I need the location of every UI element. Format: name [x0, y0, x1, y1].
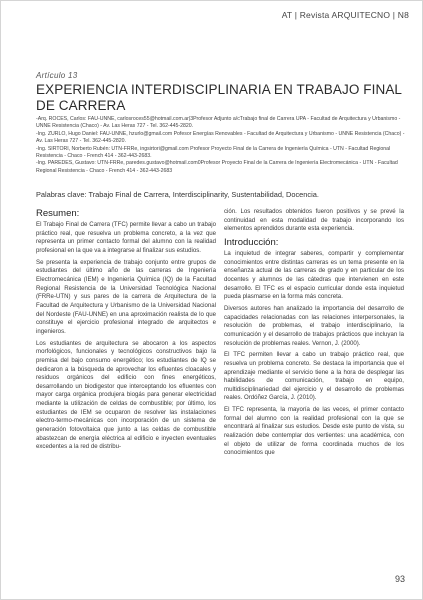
abstract-continuation: ción. Los resultados obtenidos fueron positivos y se prevé la continuidad en esta modalidad de trabajo incorporando los elementos aprendidos durante esta experiencia. — [224, 208, 404, 233]
running-head — [282, 10, 409, 20]
introduction-paragraph: Diversos autores han analizado la importancia del desarrollo de capacidades relacionadas con las relaciones interpersonales, la resolución de problemas, el trabajo interdisciplinario, la comunicación y el desarrollo de trabajos prácticos que incluyan la resolución de problemas reales. Vernon, J. (2000). — [224, 304, 404, 347]
introduction-heading: Introducción: — [224, 236, 279, 248]
abstract-heading: Resumen: — [36, 208, 80, 219]
author-entry: -Arq. ROCES, Carlos: FAU-UNNE, carlosroces55@hotmail.com.ar|3Profesor Adjunto a/cTrabajo final de Carrera UPA - Facultad de Arquitectura y Urbanismo - UNNE Resistencia (Chaco) - Av. Las Heras 727 - Tel. 362-445-2820. — [36, 116, 401, 130]
keywords: Palabras clave: Trabajo Final de Carrera, Interdisciplinarity, Sustentabilidad, Docencia. — [36, 190, 319, 199]
left-column — [36, 208, 216, 455]
abstract-paragraph: Los estudiantes de arquitectura se abocaron a los aspectos morfológicos, funcionales y tecnológicos constructivos bajo la premisa del bajo consumo energético; los estudiantes de IQ se dedicaron a la búsqueda de aprovechar los efluentes cloacales y residuos orgánicos del edificio con fines energéticos, desarrollando un biodigestor que interceptando los efluentes con mayor carga orgánica produjera biogás para generar electricidad mediante la utilización de celdas de combustible; por último, los estudiantes de IEM se ocuparon de resolver las instalaciones electro-termo-mecánicas con incorporación de un sistema de generación fotovoltaica que junto a las celdas de combustible abastezcan de energía eléctrica al edificio e inyecten eventuales excedentes a la red de distribu- — [36, 339, 216, 451]
right-column — [224, 208, 404, 461]
introduction-paragraph: El TFC representa, la mayoría de las veces, el primer contacto formal del alumno con la realidad profesional con la que se encontrará al finalizar sus estudios. Desde este punto de vista, su realización debe contemplar dos vertientes: una académica, con el objeto de utilizar de forma coordinada muchos de los conocimientos que — [224, 406, 404, 457]
article-label: Artículo 13 — [36, 71, 78, 80]
introduction-paragraph: La inquietud de integrar saberes, compartir y complementar conocimientos entre distintas carreras es un tema presente en la enseñanza actual de las carreras de grado y en particular de los docentes y alumnos de las cátedras que intervienen en este desarrollo. El TFC es el espacio curricular donde esta inquietud pueda plasmarse en la forma más concreta. — [224, 249, 404, 301]
article-title: EXPERIENCIA INTERDISCIPLINARIA EN TRABAJO FINAL DE CARRERA — [36, 82, 402, 113]
author-entry: -Ing. SIRTORI, Norberto Rubén: UTN-FRRe, ingsirtori@gmail.com Profesor Proyecto Final de la Carrera de Ingeniería Química - UTN - Facultad Regional Resistencia - Chaco - French 414 - 362-443-2683. — [36, 145, 391, 160]
page-number: 93 — [394, 574, 405, 584]
introduction-paragraph: El TFC permiten llevar a cabo un trabajo práctico real, que resuelva un problema concreto. Se destaca la importancia que el aprendizaje mediante el servicio tiene a la hora de desplegar las habilidades de comunicación, trabajo en equipo, multidisciplinariedad del ejercicio y el desarrollo de problemas reales. Ordóñez García, J. (2010). — [224, 351, 404, 402]
abstract-paragraph: Se presenta la experiencia de trabajo conjunto entre grupos de estudiantes del último año de las carreras de Ingeniería Electromecánica (IEM) e Ingeniería Química (IQ) de la Facultad Regional Resistencia de la Universidad Tecnológica Nacional (FRRe-UTN) y sus pares de la carrera de Arquitectura de la Facultad de Arquitectura y Urbanismo de la Universidad Nacional del Nordeste (FAU-UNNE) en una aproximación realista de lo que constituye el ejercicio profesional integrado de arquitectos e ingenieros. — [36, 258, 216, 335]
journal-name: AT | Revista ARQUITECNO | N8 — [281, 10, 409, 20]
author-entry: -Ing. PAREDES, Gustavo: UTN-FRRe, paredes.gustavo@hotmail.com0Profesor Proyecto Final de la Carrera de Ingeniería Electromecánica - UTN - Facultad Regional Resistencia - Chaco - French 414 - 362-443-2683 — [36, 160, 398, 174]
authors-block — [36, 116, 406, 175]
author-entry: -Ing. ZURLO, Hugo Daniel: FAU-UNNE, hzurlo@gmail.com Pofesor Energías Renovables - Facultad de Arquitectura y Urbanismo - UNNE Resistencia (Chaco) - Av. Las Heras 727 - Tel. 362-445-2820. — [36, 130, 405, 145]
abstract-paragraph: El Trabajo Final de Carrera (TFC) permite llevar a cabo un trabajo práctico real, que resuelva un problema concreto, a la vez que representa un primer contacto formal del alumno con la realidad profesional en la que va a integrarse al finalizar sus estudios. — [36, 221, 216, 254]
